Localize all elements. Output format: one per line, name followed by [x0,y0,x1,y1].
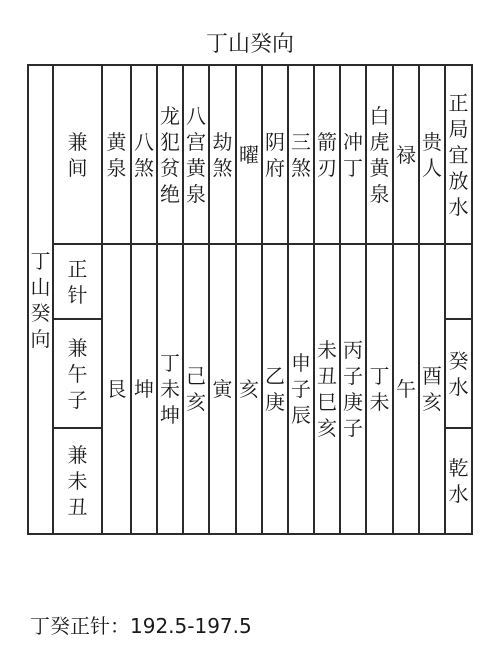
value-yin-fu: 乙 庚 [265,364,285,414]
header-zheng-ju: 正 局 宜 放 水 [448,90,469,219]
value-yao: 亥 [239,377,259,401]
header-ba-gong: 八 宫 黄 泉 [186,103,206,206]
table-border-right [471,64,473,535]
header-huang-quan: 黄 泉 [106,129,127,180]
value-water-zheng-zhen [446,245,471,318]
footer-note: 丁癸正针：192.5-197.5 [30,614,252,638]
header-jian-ren: 箭 刃 [317,129,337,180]
header-san-sha: 三 煞 [291,129,311,180]
subrow-jian-wu: 兼 午 子 [67,335,88,412]
value-lu: 午 [396,377,416,401]
header-yin-fu: 阴 府 [265,129,285,180]
subrow-zheng-zhen: 正 针 [67,256,88,307]
header-yao: 曜 [239,142,259,167]
header-jian-jian: 兼 间 [67,129,88,180]
value-san-sha: 申 子 辰 [291,351,311,427]
value-water-jian-wei: 乾 水 [448,456,469,506]
value-gui-ren: 酉 亥 [422,364,442,414]
header-jie-sha: 劫 煞 [212,129,233,180]
subrow-jian-wei: 兼 未 丑 [67,443,88,519]
row-label: 丁 山 癸 向 [30,248,51,351]
header-bai-hu: 白 虎 黄 泉 [369,103,390,206]
value-ba-gong: 己 亥 [186,364,206,414]
header-lu: 禄 [396,142,416,167]
value-ba-sha: 坤 [134,377,154,401]
value-long-fan: 丁 未 坤 [160,351,180,427]
header-gui-ren: 贵 人 [422,129,442,180]
header-chong-ding: 冲 丁 [343,129,363,180]
value-jie-sha: 寅 [212,377,233,401]
header-ba-sha: 八 煞 [134,129,154,180]
header-long-fan: 龙 犯 贫 绝 [160,103,180,206]
value-bai-hu: 丁 未 [369,364,390,414]
table-border-bottom [27,533,473,535]
value-chong-ding: 丙 子 庚 子 [343,338,363,440]
value-huang-quan: 艮 [106,377,127,401]
table-title: 丁山癸向 [205,32,294,57]
value-water-jian-wu: 癸 水 [448,348,469,399]
value-jian-ren: 未 丑 巳 亥 [317,338,337,440]
